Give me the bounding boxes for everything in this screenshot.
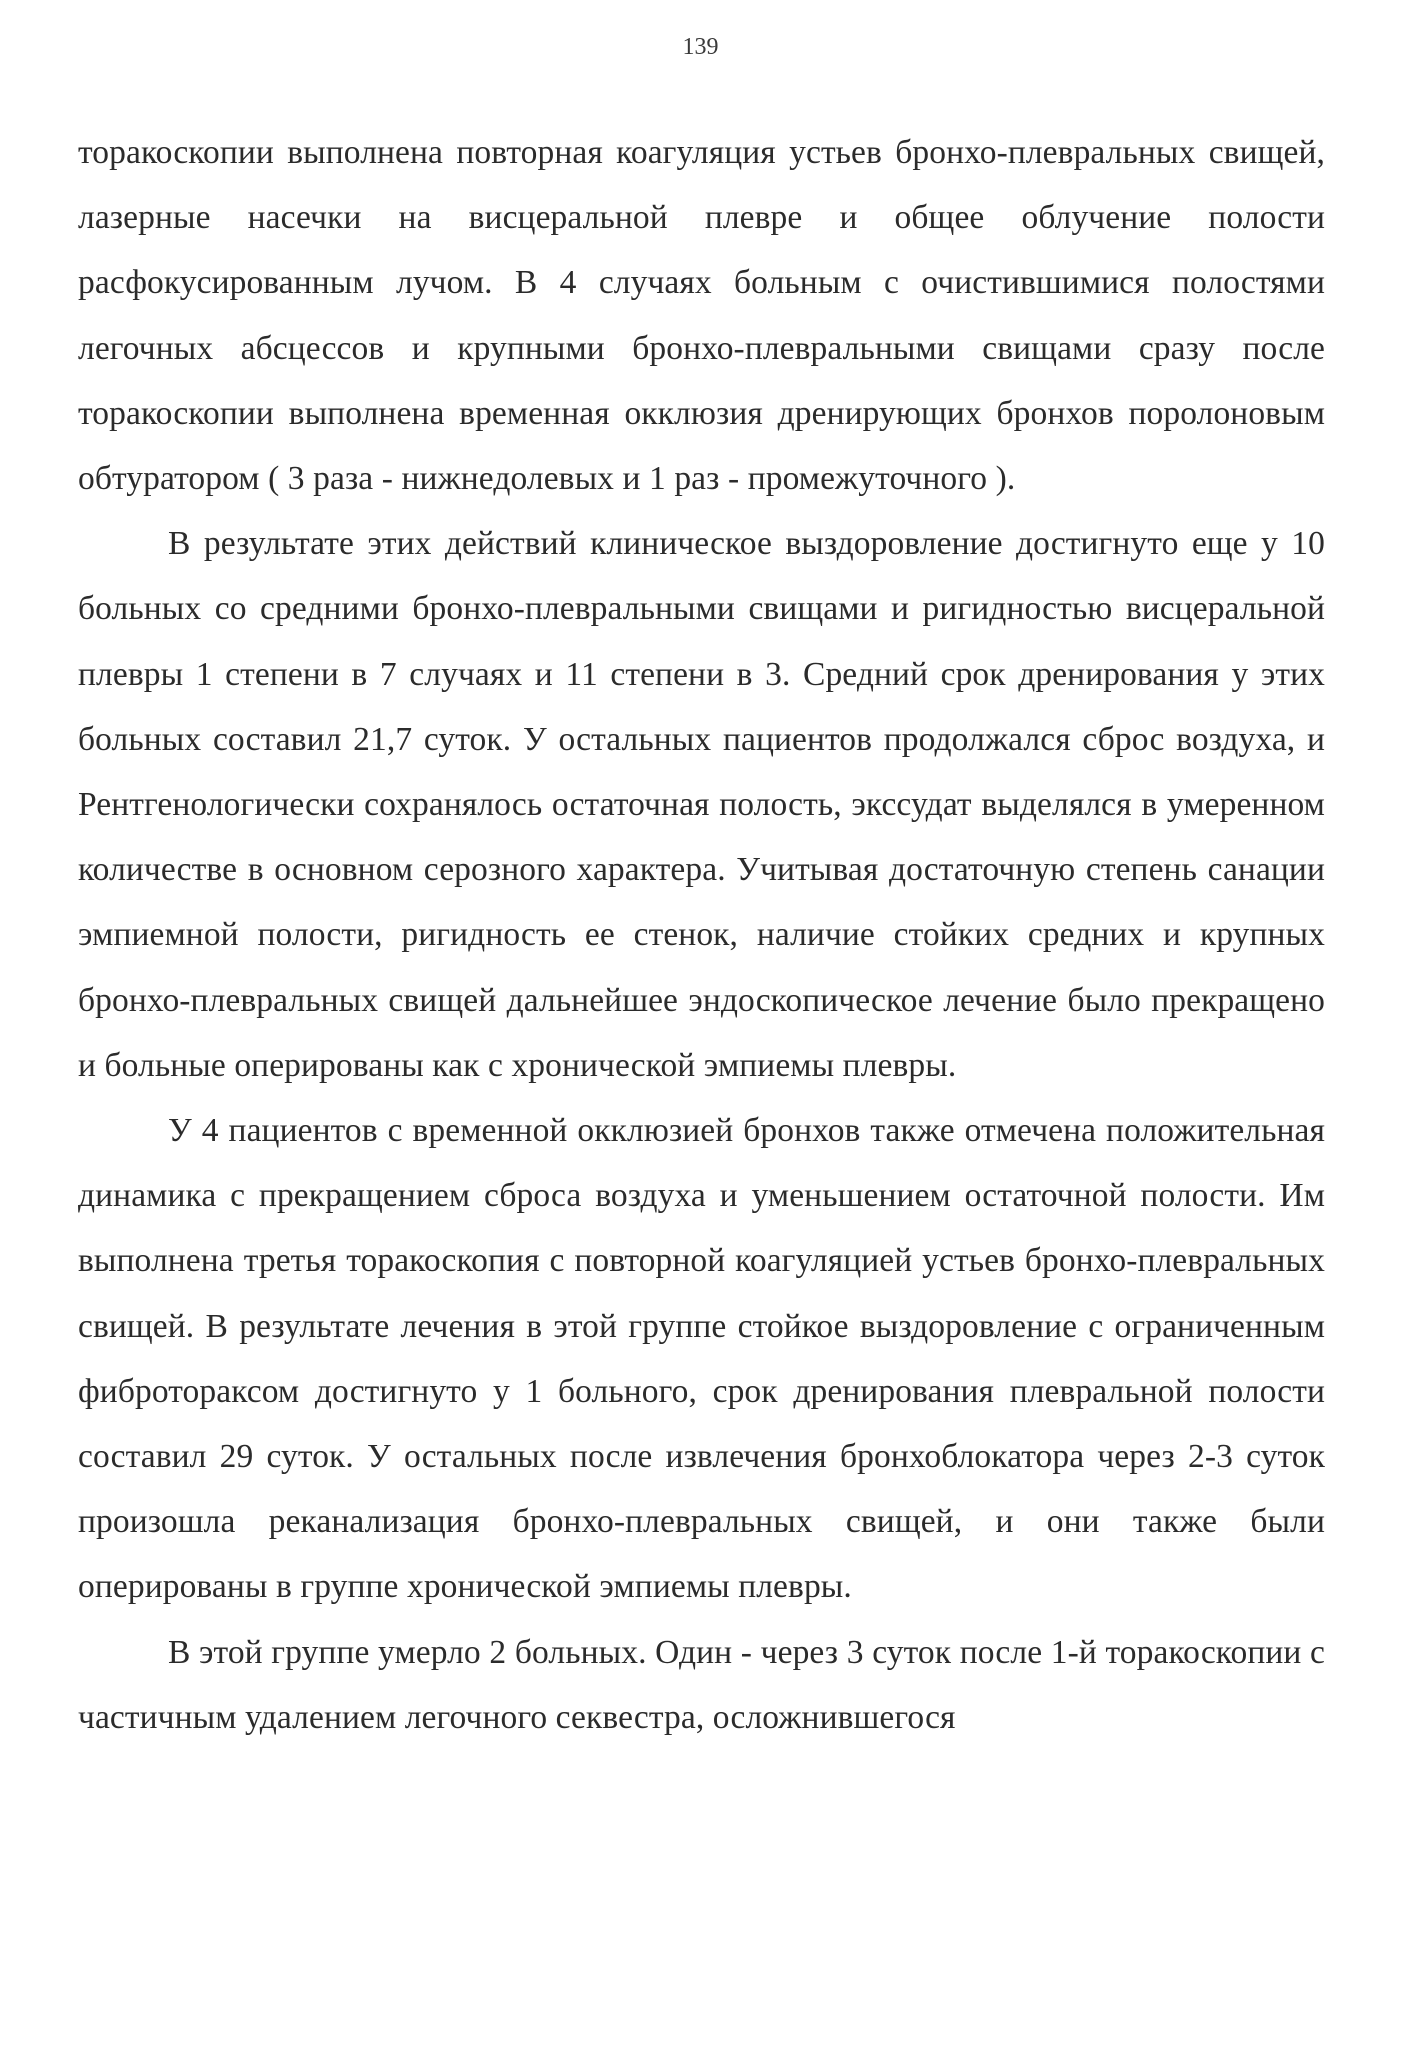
page-number: 139 [682,34,719,60]
paragraph-mortality: В этой группе умерло 2 больных. Один - через 3 суток после 1-й торакоскопии с частичным удалением легочного секвестра, осложнившегося [78,1633,1325,1736]
paragraph-treatment-results: В результате этих действий клиническое выздоровление достигнуто еще у 10 больных со средними бронхо-плевральными свищами и ригидностью висцеральной плевры 1 степени в 7 случаях и 11 степени в 3. Средний срок дренирования у этих больных составил 21,7 суток. У остальных пациентов продолжался сброс воздуха, и Рентгенологически сохранялось остаточная полость, экссудат выделялся в умеренном количестве в основном серозного характера. Учитывая достаточную степень санации эмпиемной полости, ригидность ее стенок, наличие стойких средних и крупных бронхо-плевральных свищей дальнейшее эндоскопическое лечение было прекращено и больные оперированы как с хронической эмпиемы плевры. [78,525,1325,1084]
paragraph-continuation: торакоскопии выполнена повторная коагуляция устьев бронхо-плевральных свищей, лазерные насечки на висцеральной плевре и общее облучение полости расфокусированным лучом. В 4 случаях больным с очистившимися полостями легочных абсцессов и крупными бронхо-плевральными свищами сразу после торакоскопии выполнена временная окклюзия дренирующих бронхов поролоновым обтуратором ( 3 раза - нижнедолевых и 1 раз - промежуточного ). [78,134,1325,498]
paragraph-bronchial-occlusion: У 4 пациентов с временной окклюзией бронхов также отмечена положительная динамика с прекращением сброса воздуха и уменьшением остаточной полости. Им выполнена третья торакоскопия с повторной коагуляцией устьев бронхо-плевральных свищей. В результате лечения в этой группе стойкое выздоровление с ограниченным фибротораксом достигнуто у 1 больного, срок дренирования плевральной полости составил 29 суток. У остальных после извлечения бронхоблокатора через 2-3 суток произошла реканализация бронхо-плевральных свищей, и они также были оперированы в группе хронической эмпиемы плевры. [78,1112,1325,1606]
body-text [78,120,1325,1750]
